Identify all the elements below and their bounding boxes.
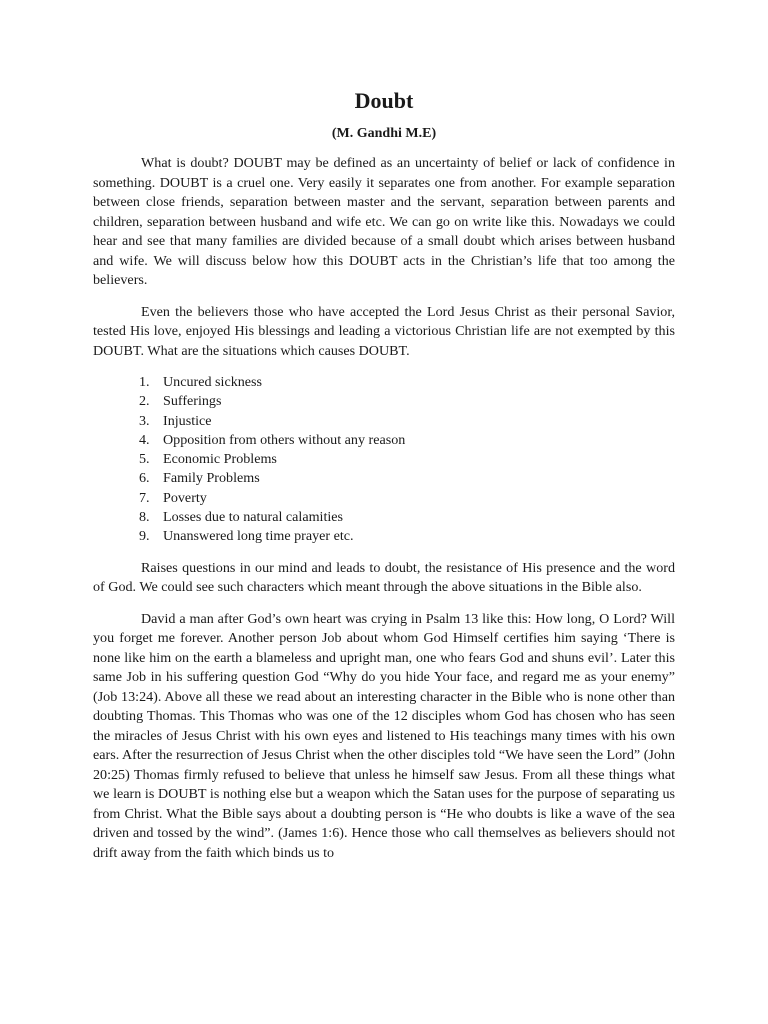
list-item bbox=[139, 450, 675, 469]
list-number: 4. bbox=[139, 431, 150, 448]
paragraph-4: David a man after God’s own heart was crying in Psalm 13 like this: How long, O Lord? Will you forget me forever. Another person Job about whom God Himself certifies him saying ‘There is none like him on the earth a blameless and upright man, one who fears God and shuns evil’. Later this same Job in his suffering question God “Why do you hide Your face, and regard me as your enemy” (Job 13:24). Above all these we read about an interesting character in the Bible who is none other than doubting Thomas. This Thomas who was one of the 12 disciples whom God has chosen who has seen the miracles of Jesus Christ with his own eyes and listened to His teachings many times with his own ears. After the resurrection of Jesus Christ when the other disciples told “We have seen the Lord” (John 20:25) Thomas firmly refused to believe that unless he himself saw Jesus. From all these things what we learn is DOUBT is nothing else but a weapon which the Satan uses for the purpose of separating us from Christ. What the Bible says about a doubting person is “He who doubts is like a wave of the sea driven and tossed by the wind”. (James 1:6). Hence those who call themselves as believers should not drift away from the faith which binds us to bbox=[93, 610, 676, 861]
author-line: (M. Gandhi M.E) bbox=[331, 126, 437, 141]
list-number: 8. bbox=[139, 509, 150, 526]
list-text: Family Problems bbox=[163, 470, 260, 487]
list-item bbox=[139, 373, 675, 392]
list-item bbox=[139, 412, 675, 431]
list-number: 3. bbox=[139, 412, 150, 429]
list-text: Losses due to natural calamities bbox=[163, 509, 344, 526]
document-title: Doubt bbox=[354, 88, 414, 113]
list-item bbox=[139, 469, 675, 488]
causes-list bbox=[93, 373, 675, 547]
paragraph-3: Raises questions in our mind and leads to doubt, the resistance of His presence and the word of God. We could see such characters which meant through the above situations in the Bible also. bbox=[93, 559, 675, 596]
list-item bbox=[139, 508, 675, 527]
list-text: Sufferings bbox=[163, 393, 222, 410]
list-text: Poverty bbox=[163, 489, 207, 506]
paragraph-2: Even the believers those who have accepted the Lord Jesus Christ as their personal Savior, tested His love, enjoyed His blessings and leading a victorious Christian life are not exempted by this DOUBT. What are the situations which causes DOUBT. bbox=[93, 303, 675, 359]
list-item bbox=[139, 489, 675, 508]
list-text: Uncured sickness bbox=[163, 374, 263, 390]
list-text: Unanswered long time prayer etc. bbox=[163, 528, 354, 545]
list-number: 5. bbox=[139, 451, 150, 468]
list-item bbox=[139, 431, 675, 450]
list-number: 9. bbox=[139, 528, 150, 545]
list-number: 7. bbox=[139, 489, 150, 506]
list-number: 2. bbox=[139, 393, 150, 410]
list-item bbox=[139, 527, 675, 546]
list-item bbox=[139, 392, 675, 411]
list-text: Economic Problems bbox=[163, 451, 277, 468]
paragraph-1: What is doubt? DOUBT may be defined as an uncertainty of belief or lack of confidence in something. DOUBT is a cruel one. Very easily it separates one from another. For example separation between close friends, separation between master and the servant, separation between parents and children, separation between husband and wife etc. We can go on write like this. Nowadays we could hear and see that many families are divided because of a small doubt which arises between husband and wife. We will discuss below how this DOUBT acts in the Christian’s life that too among the believers. bbox=[93, 155, 675, 288]
document-page bbox=[93, 86, 675, 875]
list-text: Opposition from others without any reason bbox=[163, 431, 406, 448]
list-text: Injustice bbox=[163, 412, 212, 429]
list-number: 6. bbox=[139, 470, 150, 487]
list-number: 1. bbox=[139, 374, 150, 390]
